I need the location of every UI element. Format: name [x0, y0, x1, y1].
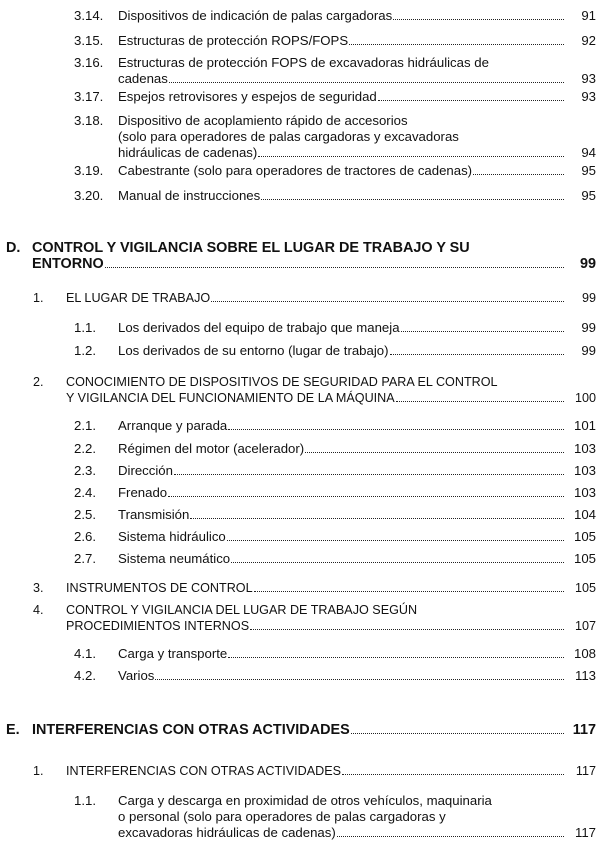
toc-entry-title-line: ENTORNO	[32, 256, 566, 272]
dot-leader	[168, 496, 564, 497]
toc-entry-number: 2.7.	[74, 551, 96, 566]
toc-entry-title	[32, 722, 566, 738]
toc-entry-title	[66, 602, 566, 634]
toc-entry-page: 117	[575, 764, 596, 778]
dot-leader	[169, 82, 564, 83]
toc-entry-title	[118, 113, 566, 161]
toc-entry-title-line: excavadoras hidráulicas de cadenas)	[118, 825, 566, 841]
dot-leader	[378, 100, 564, 101]
dot-leader	[250, 629, 564, 630]
toc-entry-page: 103	[573, 441, 596, 456]
dot-leader	[155, 679, 564, 680]
toc-entry-title	[118, 320, 566, 336]
toc-entry-page: 99	[579, 256, 596, 272]
dot-leader	[401, 331, 564, 332]
toc-entry-number: 4.2.	[74, 668, 96, 683]
toc-entry-title	[66, 374, 566, 406]
toc-entry-number: 2.6.	[74, 529, 96, 544]
toc-entry-number: 2.5.	[74, 507, 96, 522]
toc-entry-number: 2.4.	[74, 485, 96, 500]
toc-entry-title-line: INSTRUMENTOS DE CONTROL	[66, 580, 566, 596]
toc-entry-number: 2.2.	[74, 441, 96, 456]
toc-entry-title-line: Los derivados de su entorno (lugar de trabajo)	[118, 343, 566, 359]
toc-entry-title-line: INTERFERENCIAS CON OTRAS ACTIVIDADES	[32, 722, 566, 738]
toc-entry-title-line: Dispositivos de indicación de palas cargadoras	[118, 8, 566, 24]
toc-entry-title-line: Régimen del motor (acelerador)	[118, 441, 566, 457]
toc-entry-page: 93	[581, 89, 596, 104]
toc-entry-title	[118, 55, 566, 87]
toc-entry-number: 3.17.	[74, 89, 104, 104]
toc-entry-number: 2.3.	[74, 463, 96, 478]
toc-entry-number: 1.	[33, 764, 44, 778]
toc-entry-title	[66, 290, 566, 306]
toc-entry-title-line: Dirección	[118, 463, 566, 479]
toc-entry-number: 1.1.	[74, 320, 96, 335]
toc-entry-number: 3.	[33, 581, 44, 595]
toc-entry-page: 117	[574, 825, 596, 840]
toc-entry-title-line: CONTROL Y VIGILANCIA DEL LUGAR DE TRABAJO SEGÚN	[66, 603, 418, 617]
toc-entry-title	[118, 343, 566, 359]
toc-entry-number: 1.	[33, 291, 44, 305]
toc-entry-title-line: Varios	[118, 668, 566, 684]
dot-leader	[390, 354, 564, 355]
toc-entry-page: 117	[572, 722, 596, 738]
dot-leader	[261, 199, 564, 200]
toc-entry-title-line: PROCEDIMIENTOS INTERNOS	[66, 618, 566, 634]
toc-entry-number: 4.1.	[74, 646, 96, 661]
toc-entry-number: 3.18.	[74, 113, 104, 128]
toc-entry-number: 3.19.	[74, 163, 104, 178]
toc-entry-title	[118, 529, 566, 545]
toc-entry-number: E.	[6, 722, 20, 738]
toc-entry-title-line: Estructuras de protección FOPS de excavadoras hidráulicas de	[118, 55, 489, 70]
toc-entry-title	[118, 33, 566, 49]
toc-entry-title	[118, 8, 566, 24]
toc-entry-page: 104	[573, 507, 596, 522]
toc-entry-title	[118, 441, 566, 457]
toc-entry-title	[118, 463, 566, 479]
dot-leader	[393, 19, 564, 20]
toc-entry-title	[118, 646, 566, 662]
toc-entry-title-line: Espejos retrovisores y espejos de seguridad	[118, 89, 566, 105]
toc-entry-page: 99	[581, 291, 596, 305]
dot-leader	[342, 774, 564, 775]
toc-entry-page: 105	[573, 529, 596, 544]
toc-entry-title	[118, 89, 566, 105]
dot-leader	[305, 452, 564, 453]
dot-leader	[254, 591, 564, 592]
dot-leader	[337, 836, 564, 837]
toc-entry-title-line: Arranque y parada	[118, 418, 566, 434]
toc-entry-number: 3.20.	[74, 188, 104, 203]
toc-entry-title-line: Estructuras de protección ROPS/FOPS	[118, 33, 566, 49]
toc-entry-title-line: EL LUGAR DE TRABAJO	[66, 290, 566, 306]
dot-leader	[396, 401, 564, 402]
toc-entry-title-line: Transmisión	[118, 507, 566, 523]
toc-entry-number: D.	[6, 240, 21, 256]
toc-entry-title	[118, 551, 566, 567]
toc-entry-page: 95	[581, 163, 596, 178]
dot-leader	[174, 474, 564, 475]
toc-entry-title-line: Carga y descarga en proximidad de otros vehículos, maquinaria	[118, 793, 492, 808]
toc-entry-title	[118, 163, 566, 179]
toc-entry-page: 105	[574, 581, 596, 595]
toc-entry-number: 4.	[33, 603, 44, 617]
toc-entry-page: 107	[574, 619, 596, 633]
toc-entry-page: 99	[581, 320, 596, 335]
toc-entry-title-line: (solo para operadores de palas cargadoras y excavadoras	[118, 129, 459, 144]
toc-entry-page: 103	[573, 463, 596, 478]
toc-entry-title	[118, 507, 566, 523]
toc-entry-number: 3.16.	[74, 55, 104, 70]
toc-entry-title	[118, 668, 566, 684]
toc-entry-title-line: CONTROL Y VIGILANCIA SOBRE EL LUGAR DE TRABAJO Y SU	[32, 240, 470, 256]
toc-entry-title-line: hidráulicas de cadenas)	[118, 145, 566, 161]
toc-entry-page: 103	[573, 485, 596, 500]
dot-leader	[105, 267, 564, 268]
toc-entry-title-line: Dispositivo de acoplamiento rápido de accesorios	[118, 113, 408, 128]
toc-entry-number: 2.1.	[74, 418, 96, 433]
dot-leader	[258, 156, 564, 157]
dot-leader	[231, 562, 564, 563]
toc-entry-title-line: cadenas	[118, 71, 566, 87]
dot-leader	[473, 174, 564, 175]
toc-entry-page: 95	[581, 188, 596, 203]
toc-entry-title	[118, 188, 566, 204]
toc-entry-title-line: INTERFERENCIAS CON OTRAS ACTIVIDADES	[66, 763, 566, 779]
toc-entry-number: 3.15.	[74, 33, 104, 48]
toc-entry-title-line: Y VIGILANCIA DEL FUNCIONAMIENTO DE LA MÁQUINA	[66, 390, 566, 406]
dot-leader	[351, 733, 564, 734]
dot-leader	[190, 518, 564, 519]
dot-leader	[211, 301, 564, 302]
toc-entry-number: 1.1.	[74, 793, 96, 808]
toc-entry-page: 105	[573, 551, 596, 566]
toc-entry-title-line: Carga y transporte	[118, 646, 566, 662]
toc-entry-title-line: Sistema hidráulico	[118, 529, 566, 545]
toc-entry-title-line: CONOCIMIENTO DE DISPOSITIVOS DE SEGURIDAD PARA EL CONTROL	[66, 375, 498, 389]
dot-leader	[349, 44, 564, 45]
toc-entry-page: 91	[581, 8, 596, 23]
toc-entry-title	[32, 240, 566, 272]
toc-entry-page: 92	[581, 33, 596, 48]
toc-entry-title	[66, 763, 566, 779]
toc-entry-title-line: Los derivados del equipo de trabajo que maneja	[118, 320, 566, 336]
toc-entry-title-line: Manual de instrucciones	[118, 188, 566, 204]
toc-entry-title-line: o personal (solo para operadores de palas cargadoras y	[118, 809, 446, 824]
toc-entry-title-line: Frenado	[118, 485, 566, 501]
toc-entry-title-line: Cabestrante (solo para operadores de tractores de cadenas)	[118, 163, 566, 179]
toc-entry-title	[66, 580, 566, 596]
toc-entry-number: 2.	[33, 375, 44, 389]
toc-entry-page: 108	[573, 646, 596, 661]
toc-entry-page: 99	[581, 343, 596, 358]
toc-entry-title	[118, 418, 566, 434]
dot-leader	[227, 540, 564, 541]
toc-entry-page: 101	[573, 418, 596, 433]
dot-leader	[228, 429, 564, 430]
toc-entry-title-line: Sistema neumático	[118, 551, 566, 567]
toc-entry-page: 93	[581, 71, 596, 86]
toc-entry-page: 94	[581, 145, 596, 160]
toc-entry-page: 113	[574, 668, 596, 683]
toc-entry-title	[118, 793, 566, 841]
dot-leader	[228, 657, 564, 658]
toc-entry-number: 3.14.	[74, 8, 104, 23]
toc-entry-page: 100	[574, 391, 596, 405]
toc-entry-title	[118, 485, 566, 501]
toc-entry-number: 1.2.	[74, 343, 96, 358]
